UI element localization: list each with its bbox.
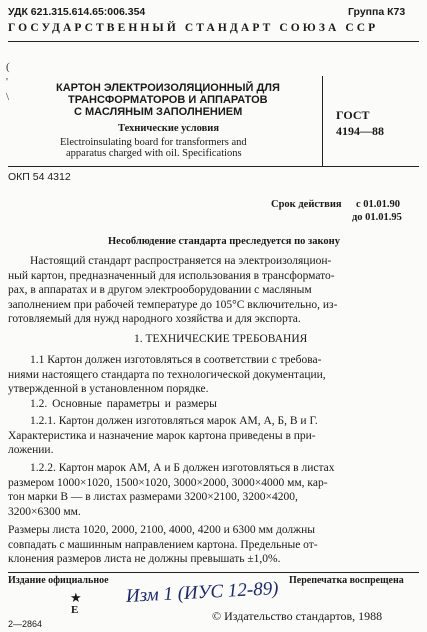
intro-line: рах, в аппаратах и в другом электрооборудовании с масляным	[8, 284, 312, 297]
p-1-1-line: 1.1 Картон должен изготовляться в соответствии с требова-	[30, 354, 322, 366]
validity-to: до 01.01.95	[352, 212, 402, 223]
validity-label: Срок действия	[271, 199, 342, 210]
p-1-2-heading: 1.2. Основные параметры и размеры	[30, 398, 217, 410]
standard-banner: ГОСУДАРСТВЕННЫЙ СТАНДАРТ СОЮЗА ССР	[8, 22, 379, 34]
intro-line: готовляемый для нужд народного хозяйства и для экспорта.	[8, 313, 301, 326]
validity-from: с 01.01.90	[356, 199, 401, 210]
p-1-2-1	[8, 414, 420, 458]
p-1-2-2-line: размером 1000×1020, 1500×1020, 3000×2000, 3000×4000 мм, кар-	[8, 476, 328, 489]
gost-label: ГОСТ	[336, 108, 370, 122]
page-code: 2—2864	[8, 619, 43, 629]
subtitle: Технические условия	[118, 123, 220, 134]
sizes-line: совпадать с машинным направлением картона. Предельные от-	[8, 538, 318, 551]
p-1-2-1-line: 1.2.1. Картон должен изготовляться марок АМ, А, Б, В и Г.	[30, 415, 318, 427]
reprint-prohibited: Перепечатка воспрещена	[289, 575, 404, 586]
p-1-2-1-line: ложении.	[8, 444, 54, 457]
p-1-1-line: утвержденной в установленном порядке.	[8, 383, 209, 396]
copyright: © Издательство стандартов, 1988	[212, 609, 383, 623]
title-line-2: ТРАНСФОРМАТОРОВ И АППАРАТОВ	[68, 94, 268, 106]
title-bottom-rule	[8, 166, 419, 167]
banner-rule	[8, 41, 419, 42]
okp-code: ОКП 54 4312	[8, 171, 71, 183]
p-1-2-2-line: тон марки В — в листах размерами 3200×2100, 3200×4200,	[8, 491, 298, 504]
gost-number: 4194—88	[336, 124, 384, 138]
footer-rule	[8, 572, 419, 573]
p-1-2-2	[8, 461, 420, 519]
sizes-paragraph	[8, 523, 420, 567]
p-1-2-2-line: 3200×6300 мм.	[8, 505, 81, 518]
title-line-3: С МАСЛЯНЫМ ЗАПОЛНЕНИЕМ	[74, 106, 243, 118]
margin-marks: ( ' \	[6, 61, 10, 103]
intro-paragraph	[30, 254, 420, 269]
sizes-line: Размеры листа 1020, 2000, 2100, 4000, 4200 и 6300 мм должны	[8, 524, 315, 536]
udk-code: УДК 621.315.614.65:006.354	[8, 6, 146, 18]
law-note: Несоблюдение стандарта преследуется по закону	[108, 236, 340, 247]
p-1-2-2-line: 1.2.2. Картон марок АМ, А и Б должен изготовляться в листах	[30, 462, 335, 474]
intro-paragraph-rest	[8, 269, 420, 327]
p-1-1	[8, 353, 420, 397]
p-1-1-line: ниями настоящего стандарта по технологической документации,	[8, 368, 326, 381]
handwritten-amendment: Изм 1 (ИУС 12-89)	[125, 578, 280, 607]
star-icon: ★	[70, 590, 82, 605]
sizes-line: клонения размеров листа не должны превышать ±1,0%.	[8, 553, 281, 566]
english-title-line-1: Electroinsulating board for transformers and	[60, 137, 247, 148]
title-line-1: КАРТОН ЭЛЕКТРОИЗОЛЯЦИОННЫЙ ДЛЯ	[56, 82, 280, 94]
intro-line: заполнением при рабочей температуре до 105°С включительно, из-	[8, 298, 338, 311]
intro-line: ный картон, предназначенный для использования в трансформато-	[8, 269, 335, 282]
official-edition: Издание официальное	[8, 575, 109, 586]
title-vertical-rule	[322, 76, 323, 166]
p-1-2-1-line: Характеристика и назначение марок картона приведены в при-	[8, 429, 316, 442]
group-code: Группа К73	[348, 6, 406, 18]
intro-line: Настоящий стандарт распространяется на электроизоляцион-	[30, 255, 332, 267]
english-title-line-2: apparatus charged with oil. Specifications	[66, 148, 242, 159]
section-heading: 1. ТЕХНИЧЕСКИЕ ТРЕБОВАНИЯ	[134, 333, 308, 345]
letter-e: Е	[71, 604, 79, 616]
